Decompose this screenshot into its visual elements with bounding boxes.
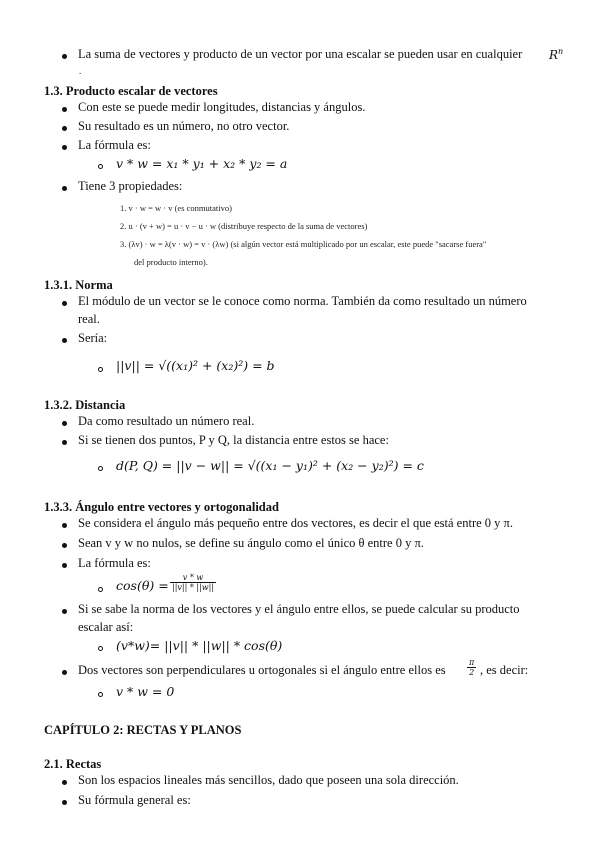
norm-formula: ||v|| = √((x₁)² + (x₂)²) = b (116, 358, 275, 373)
s133-bullet-3: La fórmula es: (78, 556, 151, 570)
s13-bullet-2: Su resultado es un número, no otro vector. (78, 119, 290, 133)
orthogonal-formula: v * w = 0 (116, 684, 175, 699)
bullet-dot (62, 338, 67, 343)
s13-bullet-1: Con este se puede medir longitudes, distancias y ángulos. (78, 100, 366, 114)
property-2: 2. u · (v + w) = u · v − u · w (distribuye respecto de la suma de vectores) (120, 221, 368, 231)
cos-denominator: ||v|| * ||w|| (172, 583, 215, 592)
bullet-dot (62, 670, 67, 675)
property-3-cont: del producto interno). (134, 257, 208, 267)
bullet-dot (62, 145, 67, 150)
cos-formula-left: cos(θ) = (116, 578, 169, 593)
bullet-dot (62, 186, 67, 191)
sub-bullet-circle (98, 367, 103, 372)
s133-bullet-4: Si se sabe la norma de los vectores y el ángulo entre ellos, se puede calcular su producto (78, 602, 520, 616)
sub-bullet-circle (98, 692, 103, 697)
bullet-dot (62, 107, 67, 112)
property-1: 1. v · w = w · v (es conmutativo) (120, 203, 232, 213)
bullet-dot (62, 440, 67, 445)
s13-bullet-4: Tiene 3 propiedades: (78, 179, 183, 193)
bullet-dot (62, 563, 67, 568)
bullet-dot (62, 301, 67, 306)
property-3: 3. (λv) · w = λ(v · w) = v · (λw) (si algún vector está multiplicado por un escalar, este puede "sacarse fuera" (120, 239, 487, 249)
pi-over-two-fraction (467, 658, 476, 677)
s133-bullet-4-cont: escalar así: (78, 620, 134, 634)
s133-bullet-5-end: , es decir: (480, 663, 529, 677)
cos-numerator: v * w (182, 573, 204, 582)
pi-numerator: π (469, 658, 475, 667)
two-denominator: 2 (469, 668, 475, 677)
bullet-dot (62, 54, 67, 59)
intro-bullet-text: La suma de vectores y producto de un vector por una escalar se pueden usar en cualquier (78, 47, 523, 61)
section-2-1-title: 2.1. Rectas (44, 757, 102, 771)
space-letter: R (549, 48, 559, 62)
s132-bullet-2: Si se tienen dos puntos, P y Q, la distancia entre estos se hace: (78, 433, 389, 447)
dot-product-angle-formula: (v*w)= ||v|| * ||w|| * cos(θ) (116, 638, 283, 653)
s21-bullet-2: Su fórmula general es: (78, 793, 191, 807)
s131-bullet-2: Sería: (78, 331, 108, 345)
space-exponent: n (558, 47, 564, 56)
sub-bullet-circle (98, 466, 103, 471)
s133-bullet-5: Dos vectores son perpendiculares u ortogonales si el ángulo entre ellos es (78, 663, 446, 677)
bullet-dot (62, 609, 67, 614)
sub-bullet-circle (98, 164, 103, 169)
bullet-dot (62, 523, 67, 528)
bullet-dot (62, 126, 67, 131)
bullet-dot (62, 780, 67, 785)
cos-fraction (170, 573, 216, 592)
distance-formula: d(P, Q) = ||v − w|| = √((x₁ − y₁)² + (x₂ − y₂)²) = c (116, 458, 424, 473)
s133-bullet-2: Sean v y w no nulos, se define su ángulo como el único θ entre 0 y π. (78, 536, 424, 550)
bullet-dot (62, 543, 67, 548)
bullet-dot (62, 800, 67, 805)
chapter-2-title: CAPÍTULO 2: RECTAS Y PLANOS (44, 723, 242, 737)
s133-bullet-1: Se considera el ángulo más pequeño entre dos vectores, es decir el que está entre 0 y π. (78, 516, 513, 530)
sub-bullet-circle (98, 587, 103, 592)
s132-bullet-1: Da como resultado un número real. (78, 414, 255, 428)
bullet-dot (62, 421, 67, 426)
s131-bullet-1-cont: real. (78, 312, 100, 326)
intro-period: . (79, 66, 82, 76)
s21-bullet-1: Son los espacios lineales más sencillos, dado que poseen una sola dirección. (78, 773, 459, 787)
section-1-3-title: 1.3. Producto escalar de vectores (44, 84, 218, 98)
section-1-3-2-title: 1.3.2. Distancia (44, 398, 126, 412)
sub-bullet-circle (98, 646, 103, 651)
s13-bullet-3: La fórmula es: (78, 138, 151, 152)
dot-product-formula: v * w = x₁ * y₁ + x₂ * y₂ = a (116, 156, 288, 171)
space-symbol (549, 47, 563, 62)
section-1-3-1-title: 1.3.1. Norma (44, 278, 113, 292)
s131-bullet-1: El módulo de un vector se le conoce como norma. También da como resultado un número (78, 294, 527, 308)
section-1-3-3-title: 1.3.3. Ángulo entre vectores y ortogonalidad (44, 500, 279, 514)
